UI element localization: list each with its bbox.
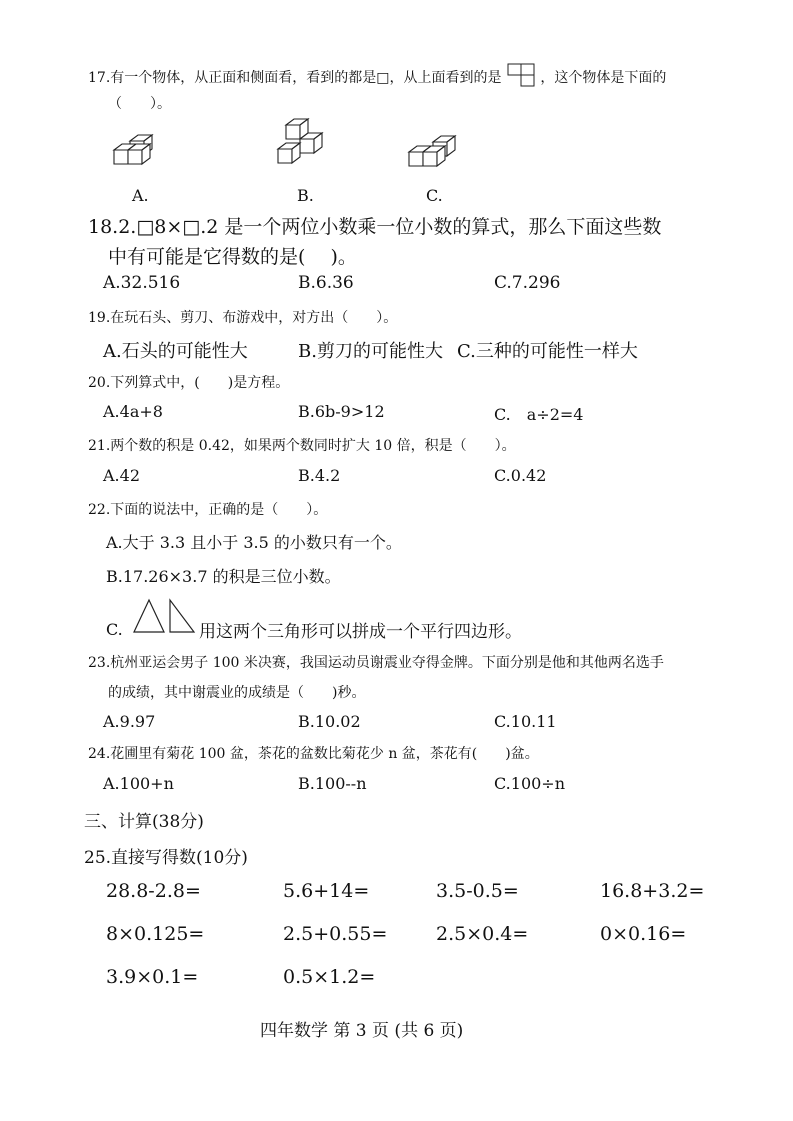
q22-option-c-text: 用这两个三角形可以拼成一个平行四边形。: [199, 622, 522, 642]
q23-option-b: B.10.02: [298, 712, 361, 731]
q23-line1: 23.杭州亚运会男子 100 米决赛，我国运动员谢震业夺得金牌。下面分别是他和其他两名选手: [88, 655, 664, 671]
q19-option-b: B.剪刀的可能性大: [298, 341, 443, 362]
q21-option-a: A.42: [103, 466, 140, 485]
q17-text: [88, 62, 666, 88]
q20-option-a: A.4a+8: [103, 402, 163, 421]
calc-item: 2.5+0.55=: [283, 923, 388, 945]
q19-option-c: C.三种的可能性一样大: [457, 341, 638, 362]
two-triangles-icon: [130, 596, 198, 636]
calc-item: 28.8-2.8=: [106, 880, 201, 902]
calc-item: 5.6+14=: [283, 880, 370, 902]
q17-text-b: ，这个物体是下面的: [540, 70, 667, 86]
calc-item: 8×0.125=: [106, 923, 205, 945]
q21-text: 21.两个数的积是 0.42，如果两个数同时扩大 10 倍，积是（ ）。: [88, 438, 516, 454]
q20-text: 20.下列算式中，( )是方程。: [88, 375, 290, 391]
calc-item: 3.5-0.5=: [436, 880, 519, 902]
q17-paren: （ ）。: [108, 96, 171, 112]
page-footer: 四年数学 第 3 页 (共 6 页): [260, 1021, 464, 1041]
q22-text: 22.下面的说法中，正确的是（ ）。: [88, 502, 328, 518]
q18-line2: 中有可能是它得数的是( )。: [108, 246, 357, 268]
q17-option-a: A.: [132, 186, 149, 205]
q24-text: 24.花圃里有菊花 100 盆，茶花的盆数比菊花少 n 盆，茶花有( )盆。: [88, 746, 539, 762]
cube-figure-a-icon: [110, 128, 170, 170]
q18-option-b: B.6.36: [298, 273, 354, 293]
calc-item: 0.5×1.2=: [283, 966, 376, 988]
section-title: 三、计算(38分): [84, 812, 204, 832]
q17-option-b: B.: [297, 186, 314, 205]
q24-option-b: B.100--n: [298, 774, 367, 793]
calc-item: 16.8+3.2=: [600, 880, 705, 902]
q22-option-b: B.17.26×3.7 的积是三位小数。: [106, 567, 341, 586]
q17-option-c: C.: [426, 186, 443, 205]
q22-option-c-label: C.: [106, 620, 123, 639]
calc-item: 2.5×0.4=: [436, 923, 529, 945]
calc-item: 3.9×0.1=: [106, 966, 199, 988]
q20-option-b: B.6b-9>12: [298, 402, 385, 421]
q24-option-a: A.100+n: [103, 774, 174, 793]
q24-option-c: C.100÷n: [494, 774, 566, 793]
q23-option-c: C.10.11: [494, 712, 557, 731]
q18-option-a: A.32.516: [103, 273, 181, 293]
q18-option-c: C.7.296: [494, 273, 561, 293]
calc-item: 0×0.16=: [600, 923, 687, 945]
q17-text-a: 17.有一个物体，从正面和侧面看，看到的都是□，从上面看到的是: [88, 70, 502, 86]
q19-text: 19.在玩石头、剪刀、布游戏中，对方出（ ）。: [88, 310, 398, 326]
q23-line2: 的成绩，其中谢震业的成绩是（ )秒。: [108, 685, 366, 701]
q23-option-a: A.9.97: [103, 712, 156, 731]
cube-figure-c-icon: [403, 130, 465, 172]
q22-option-a: A.大于 3.3 且小于 3.5 的小数只有一个。: [106, 533, 402, 552]
q21-option-b: B.4.2: [298, 466, 341, 485]
q21-option-c: C.0.42: [494, 466, 547, 485]
q18-line1: 18.2.□8×□.2 是一个两位小数乘一位小数的算式，那么下面这些数: [88, 216, 662, 238]
q25-title: 25.直接写得数(10分): [84, 848, 248, 868]
q19-option-a: A.石头的可能性大: [103, 341, 248, 362]
cube-figure-b-icon: [272, 115, 336, 173]
top-view-icon: [506, 62, 536, 88]
q20-option-c: C. a÷2=4: [494, 405, 584, 424]
